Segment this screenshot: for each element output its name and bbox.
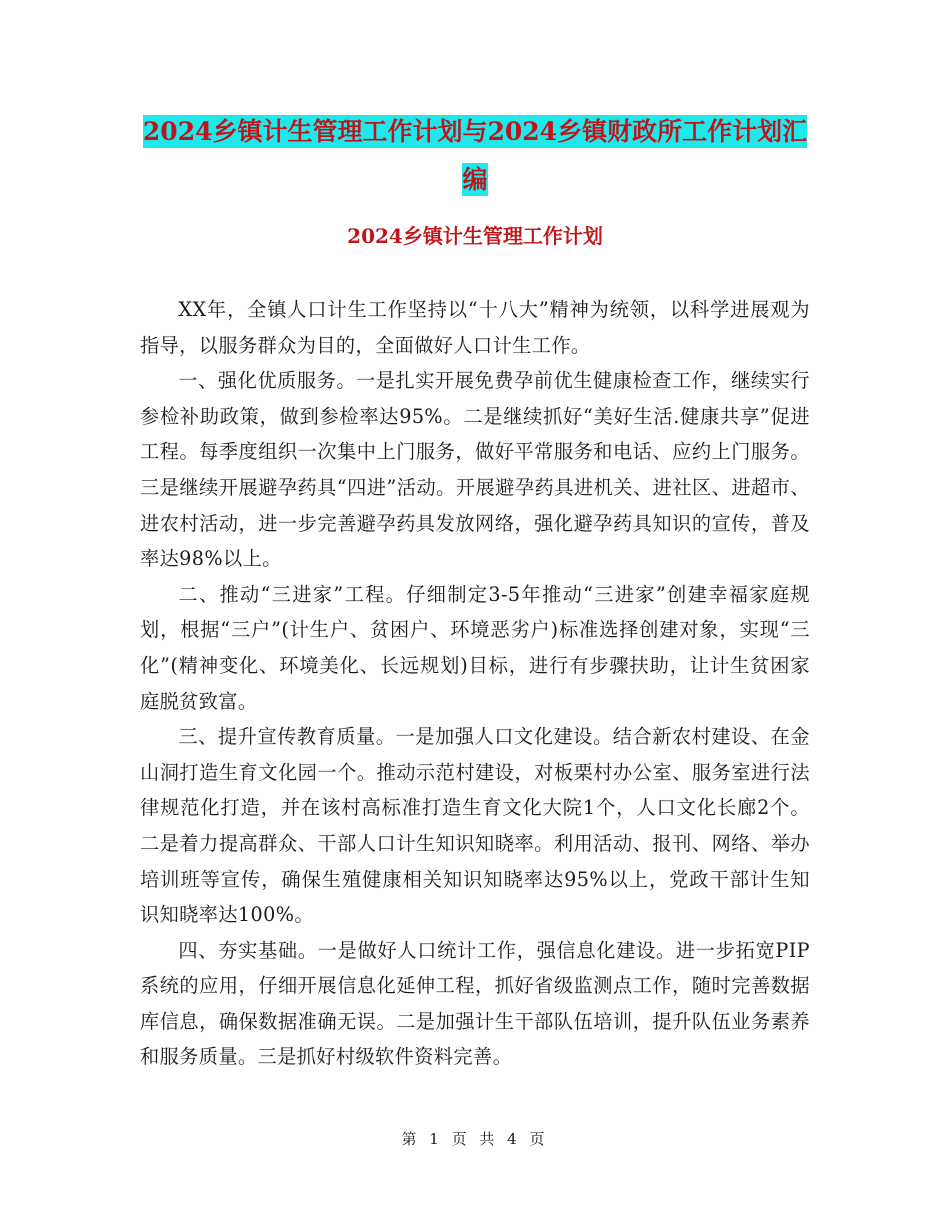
paragraph-foundation: 四、夯实基础。一是做好人口统计工作，强信息化建设。进一步拓宽PIP系统的应用，仔细开展信息化延伸工程，抓好省级监测点工作，随时完善数据库信息，确保数据准确无误。二是加强计生干部队伍培训，提升队伍业务素养和服务质量。三是抓好村级软件资料完善。	[140, 938, 810, 1069]
page-number: 第 1 页 共 4 页	[401, 1130, 549, 1148]
section-title: 2024乡镇计生管理工作计划	[347, 224, 603, 248]
paragraph-publicity: 三、提升宣传教育质量。一是加强人口文化建设。结合新农村建设、在金山洞打造生育文化园一个。推动示范村建设，对板栗村办公室、服务室进行法律规范化打造，并在该村高标准打造生育文化大院1个，人口文化长廊2个。二是着力提高群众、干部人口计生知识知晓率。利用活动、报刊、网络、举办培训班等宣传，确保生殖健康相关知识知晓率达95%以上，党政干部计生知识知晓率达100%。	[140, 725, 810, 927]
paragraph-intro: XX年，全镇人口计生工作坚持以“十八大”精神为统领，以科学进展观为指导，以服务群众为目的，全面做好人口计生工作。	[140, 298, 810, 357]
document-body	[140, 292, 810, 1075]
document-title-text: 2024乡镇计生管理工作计划与2024乡镇财政所工作计划汇编	[142, 117, 808, 194]
document-title	[140, 108, 810, 204]
paragraph-three-into-home: 二、推动“三进家”工程。仔细制定3-5年推动“三进家”创建幸福家庭规划，根据“三户”(计生户、贫困户、环境恶劣户)标准选择创建对象，实现“三化”(精神变化、环境美化、长远规划)目标，进行有步骤扶助，让计生贫困家庭脱贫致富。	[140, 582, 810, 713]
paragraph-service: 一、强化优质服务。一是扎实开展免费孕前优生健康检查工作，继续实行参检补助政策，做到参检率达95%。二是继续抓好“美好生活.健康共享”促进工程。每季度组织一次集中上门服务，做好平常服务和电话、应约上门服务。三是继续开展避孕药具“四进”活动。开展避孕药具进机关、进社区、进超市、进农村活动，进一步完善避孕药具发放网络，强化避孕药具知识的宣传，普及率达98%以上。	[140, 369, 810, 571]
